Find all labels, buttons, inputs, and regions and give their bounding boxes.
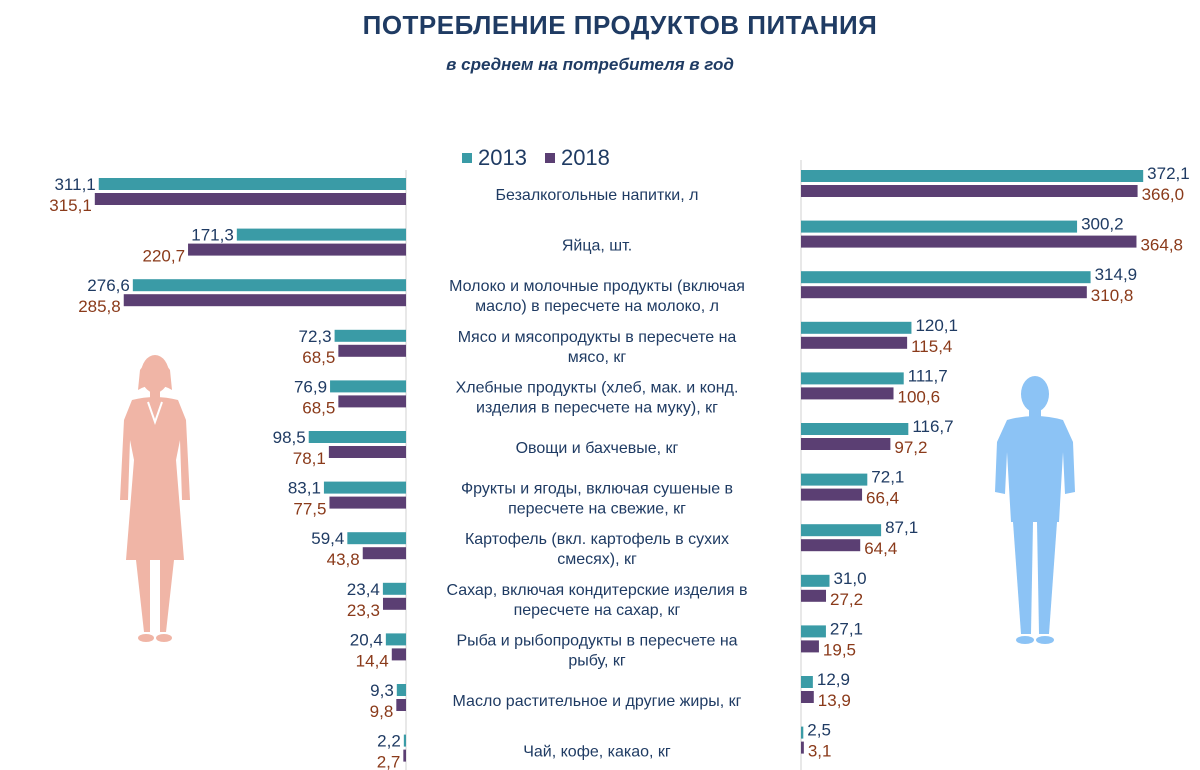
bar-right-2013-0 — [801, 170, 1143, 182]
label-right-2018-8: 27,2 — [830, 589, 864, 609]
label-left-2013-8: 23,4 — [346, 579, 380, 599]
label-left-2018-1: 220,7 — [142, 246, 186, 266]
label-left-2018-11: 2,7 — [376, 752, 401, 770]
category-label-4-line2: изделия в пересчете на муку), кг — [476, 399, 718, 417]
label-right-2013-7: 87,1 — [885, 518, 919, 538]
bar-right-2013-8 — [801, 575, 830, 587]
chart-subtitle: в среднем на потребителя в год — [446, 55, 734, 74]
bar-left-2013-8 — [383, 583, 406, 595]
bar-left-2018-3 — [338, 345, 406, 357]
label-right-2013-9: 27,1 — [829, 619, 864, 639]
bar-right-2013-2 — [801, 271, 1091, 283]
label-left-2018-8: 23,3 — [346, 600, 380, 620]
bar-left-2013-10 — [397, 684, 406, 696]
category-label-6-line1: Фрукты и ягоды, включая сушеные в — [460, 480, 734, 498]
bar-right-2013-5 — [801, 423, 908, 435]
label-left-2013-1: 171,3 — [191, 225, 234, 245]
bar-left-2018-0 — [95, 193, 406, 205]
category-label-8-line2: пересчете на сахар, кг — [513, 601, 681, 619]
label-left-2013-0: 311,1 — [54, 175, 96, 194]
label-right-2018-3: 115,4 — [911, 336, 953, 356]
label-right-2013-4: 111,7 — [907, 366, 948, 386]
category-label-1: Яйца, шт. — [561, 237, 633, 255]
label-right-2013-0: 372,1 — [1147, 164, 1190, 183]
bar-right-2013-9 — [801, 625, 826, 637]
legend-label-2013: 2013 — [478, 145, 527, 170]
label-right-2018-6: 66,4 — [866, 488, 900, 508]
label-left-2013-3: 72,3 — [298, 326, 332, 346]
bar-right-2018-3 — [801, 337, 907, 349]
category-label-4-line1: Хлебные продукты (хлеб, мак. и конд. — [455, 379, 739, 397]
label-right-2018-5: 97,2 — [894, 438, 928, 457]
bar-left-2018-10 — [396, 699, 406, 711]
bar-left-2018-9 — [392, 648, 406, 660]
bar-right-2018-9 — [801, 640, 819, 652]
bar-right-2018-8 — [801, 590, 826, 602]
bar-right-2018-4 — [801, 387, 894, 399]
bar-left-2018-1 — [188, 244, 406, 256]
category-label-10: Масло растительное и другие жиры, кг — [452, 693, 742, 710]
bar-right-2013-4 — [801, 372, 904, 384]
label-right-2018-10: 13,9 — [817, 691, 851, 710]
bar-left-2013-4 — [330, 380, 406, 392]
label-right-2013-3: 120,1 — [915, 315, 958, 335]
label-right-2013-5: 116,7 — [912, 417, 954, 436]
bar-left-2018-5 — [329, 446, 406, 458]
category-label-5: Овощи и бахчевые, кг — [515, 440, 679, 457]
bar-left-2013-3 — [335, 330, 406, 342]
category-label-9-line1: Рыба и рыбопродукты в пересчете на — [456, 632, 738, 650]
label-left-2013-4: 76,9 — [293, 377, 328, 397]
bar-right-2018-0 — [801, 185, 1138, 197]
label-left-2018-4: 68,5 — [302, 398, 336, 418]
bar-right-2013-11 — [801, 727, 803, 739]
bar-left-2018-11 — [403, 750, 406, 762]
label-right-2018-4: 100,6 — [897, 387, 941, 407]
label-left-2013-2: 276,6 — [87, 276, 130, 296]
label-left-2013-7: 59,4 — [311, 529, 345, 549]
bar-left-2013-11 — [404, 735, 406, 747]
label-left-2013-5: 98,5 — [272, 428, 306, 447]
label-left-2018-2: 285,8 — [78, 297, 121, 317]
bar-right-2013-7 — [801, 524, 881, 536]
label-right-2018-7: 64,4 — [864, 539, 898, 559]
category-label-2-line1: Молоко и молочные продукты (включая — [449, 278, 745, 296]
label-right-2018-9: 19,5 — [822, 640, 857, 660]
bar-right-2018-10 — [801, 691, 814, 703]
bar-right-2018-5 — [801, 438, 890, 450]
category-label-0: Безалкогольные напитки, л — [495, 187, 699, 204]
bar-left-2018-8 — [383, 598, 406, 610]
label-right-2013-10: 12,9 — [816, 670, 850, 689]
bar-right-2018-11 — [801, 742, 804, 754]
label-left-2018-6: 77,5 — [293, 499, 327, 519]
bar-left-2018-2 — [124, 294, 406, 306]
bar-right-2013-1 — [801, 221, 1077, 233]
label-right-2013-8: 31,0 — [833, 568, 867, 588]
chart-title: ПОТРЕБЛЕНИЕ ПРОДУКТОВ ПИТАНИЯ — [362, 10, 878, 40]
label-right-2018-11: 3,1 — [807, 741, 832, 761]
label-right-2018-1: 364,8 — [1140, 235, 1184, 255]
bar-right-2018-7 — [801, 539, 860, 551]
label-right-2013-2: 314,9 — [1094, 265, 1138, 285]
label-left-2018-7: 43,8 — [326, 550, 360, 570]
category-label-7-line2: смесях), кг — [557, 551, 637, 569]
bar-left-2013-2 — [133, 279, 406, 291]
label-right-2018-0: 366,0 — [1141, 185, 1185, 204]
bar-left-2013-7 — [347, 532, 406, 544]
bar-left-2013-1 — [237, 229, 406, 241]
bar-right-2013-10 — [801, 676, 813, 688]
bar-left-2013-6 — [324, 482, 406, 494]
bar-right-2013-3 — [801, 322, 911, 334]
label-left-2018-3: 68,5 — [302, 347, 336, 367]
label-left-2018-0: 315,1 — [49, 196, 92, 215]
bar-right-2018-1 — [801, 236, 1136, 248]
label-left-2018-10: 9,8 — [369, 702, 394, 721]
bar-left-2013-0 — [99, 178, 406, 190]
bar-left-2018-6 — [329, 497, 406, 509]
label-left-2013-9: 20,4 — [349, 630, 383, 650]
category-label-11: Чай, кофе, какао, кг — [523, 743, 671, 761]
label-left-2013-11: 2,2 — [377, 731, 401, 751]
category-label-2-line2: масло) в пересчете на молоко, л — [475, 298, 719, 316]
label-right-2013-11: 2,5 — [807, 720, 831, 740]
category-label-9-line2: рыбу, кг — [568, 652, 626, 670]
legend-label-2018: 2018 — [560, 145, 610, 170]
category-label-8-line1: Сахар, включая кондитерские изделия в — [446, 581, 748, 599]
bar-left-2013-5 — [309, 431, 406, 443]
category-label-7-line1: Картофель (вкл. картофель в сухих — [464, 531, 730, 549]
label-left-2018-9: 14,4 — [355, 651, 389, 671]
label-left-2013-10: 9,3 — [370, 681, 394, 700]
bar-right-2018-2 — [801, 286, 1087, 298]
bar-left-2018-4 — [338, 395, 406, 407]
bar-right-2018-6 — [801, 489, 862, 501]
bar-right-2013-6 — [801, 474, 867, 486]
label-left-2013-6: 83,1 — [287, 478, 321, 498]
label-right-2018-2: 310,8 — [1090, 286, 1134, 306]
label-right-2013-1: 300,2 — [1081, 214, 1124, 234]
label-left-2018-5: 78,1 — [292, 449, 326, 468]
category-label-3-line2: мясо, кг — [567, 348, 627, 366]
bar-left-2013-9 — [386, 633, 406, 645]
bar-left-2018-7 — [363, 547, 406, 559]
label-right-2013-6: 72,1 — [871, 467, 905, 487]
category-label-6-line2: пересчете на свежие, кг — [508, 500, 686, 518]
category-label-3-line1: Мясо и мясопродукты в пересчете на — [457, 328, 737, 346]
